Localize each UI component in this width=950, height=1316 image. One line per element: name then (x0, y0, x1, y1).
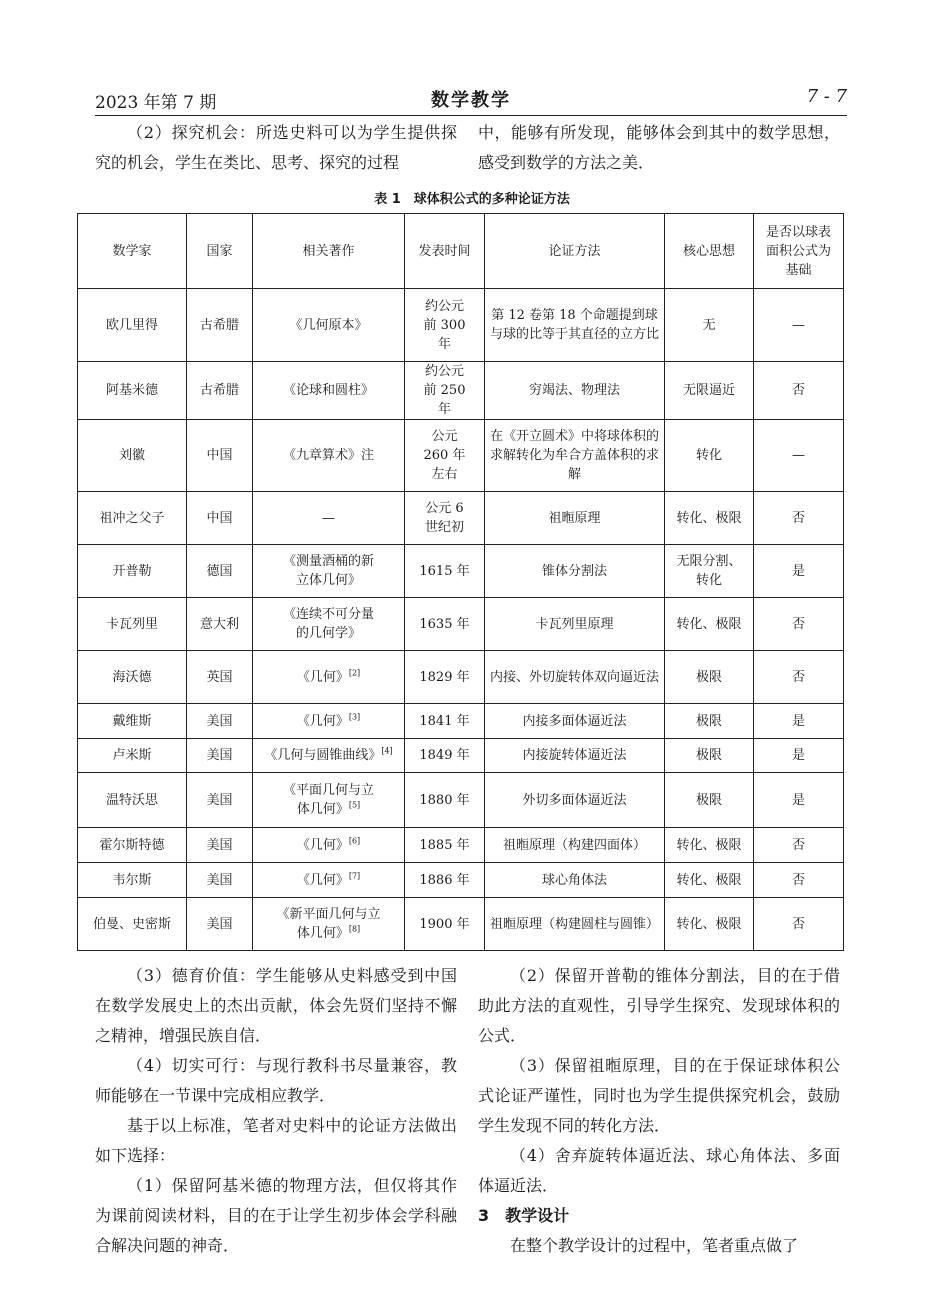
paragraph: 中，能够有所发现，能够体会到其中的数学思想，感受到数学的方法之美． (478, 123, 840, 172)
cell-name: 海沃德 (78, 651, 187, 704)
paragraph: 在整个教学设计的过程中，笔者重点做了 (510, 1236, 799, 1255)
top-right-column (478, 118, 840, 178)
table-row (78, 545, 844, 598)
cell-basis: 否 (754, 898, 844, 951)
cell-name: 刘徽 (78, 420, 187, 492)
column-header: 数学家 (78, 214, 187, 289)
cell-work: 《几何》[6] (253, 828, 405, 863)
cell-method: 内接、外切旋转体双向逼近法 (485, 651, 665, 704)
cell-method: 第 12 卷第 18 个命题提到球与球的比等于其直径的立方比 (485, 289, 665, 362)
table-row (78, 362, 844, 420)
cell-work: 《几何原本》 (253, 289, 405, 362)
cell-idea: 转化、极限 (665, 828, 754, 863)
table-row (78, 420, 844, 492)
cell-time: 1615 年 (405, 545, 485, 598)
paragraph: 基于以上标准，笔者对史料中的论证方法做出如下选择： (95, 1116, 457, 1165)
cell-idea: 转化、极限 (665, 598, 754, 651)
cell-method: 内接多面体逼近法 (485, 704, 665, 739)
cell-country: 中国 (187, 492, 253, 545)
section-heading: 3 教学设计 (478, 1206, 570, 1225)
cell-time: 约公元前 250 年 (405, 362, 485, 420)
cell-work: 《九章算术》注 (253, 420, 405, 492)
column-header: 是否以球表面积公式为基础 (754, 214, 844, 289)
table-row (78, 651, 844, 704)
cell-method: 卡瓦列里原理 (485, 598, 665, 651)
paragraph: （4）舍弃旋转体逼近法、球心角体法、多面体逼近法． (478, 1146, 840, 1195)
cell-name: 祖冲之父子 (78, 492, 187, 545)
paragraph: （2）探究机会：所选史料可以为学生提供探究的机会，学生在类比、思考、探究的过程 (95, 123, 457, 172)
cell-method: 在《开立圆术》中将球体积的求解转化为牟合方盖体积的求解 (485, 420, 665, 492)
journal-title: 数学教学 (431, 90, 511, 111)
cell-work: 《论球和圆柱》 (253, 362, 405, 420)
cell-country: 美国 (187, 828, 253, 863)
cell-work: 《几何与圆锥曲线》[4] (253, 739, 405, 773)
issue-label: 2023 年第 7 期 (95, 93, 217, 113)
cell-idea: 极限 (665, 651, 754, 704)
column-header: 核心思想 (665, 214, 754, 289)
table-row (78, 704, 844, 739)
cell-name: 开普勒 (78, 545, 187, 598)
cell-work: 《几何》[7] (253, 863, 405, 898)
cell-country: 美国 (187, 863, 253, 898)
cell-method: 内接旋转体逼近法 (485, 739, 665, 773)
table-row (78, 492, 844, 545)
column-header: 发表时间 (405, 214, 485, 289)
cell-basis: 否 (754, 863, 844, 898)
paragraph: （3）保留祖暅原理，目的在于保证球体积公式论证严谨性，同时也为学生提供探究机会，鼓励学生发现不同的转化方法． (478, 1056, 840, 1135)
cell-country: 美国 (187, 704, 253, 739)
cell-time: 公元 260 年左右 (405, 420, 485, 492)
table-row (78, 289, 844, 362)
cell-country: 英国 (187, 651, 253, 704)
cell-time: 公元 6 世纪初 (405, 492, 485, 545)
cell-idea: 转化、极限 (665, 898, 754, 951)
paragraph: （3）德育价值：学生能够从史料感受到中国在数学发展史上的杰出贡献，体会先贤们坚持不懈之精神，增强民族自信． (95, 966, 457, 1045)
cell-name: 卡瓦列里 (78, 598, 187, 651)
column-header: 相关著作 (253, 214, 405, 289)
cell-time: 1900 年 (405, 898, 485, 951)
cell-work: 《几何》[2] (253, 651, 405, 704)
cell-time: 1841 年 (405, 704, 485, 739)
page-number: 7 - 7 (806, 86, 847, 107)
cell-method: 祖暅原理 (485, 492, 665, 545)
cell-country: 美国 (187, 773, 253, 828)
cell-method: 锥体分割法 (485, 545, 665, 598)
table-row (78, 828, 844, 863)
bottom-right-column (478, 961, 840, 1261)
cell-method: 祖暅原理（构建四面体） (485, 828, 665, 863)
cell-basis: 是 (754, 739, 844, 773)
cell-time: 1829 年 (405, 651, 485, 704)
cell-basis: — (754, 289, 844, 362)
cell-basis: 是 (754, 545, 844, 598)
cell-time: 1635 年 (405, 598, 485, 651)
cell-country: 古希腊 (187, 362, 253, 420)
data-table (77, 213, 844, 951)
header-rule (95, 115, 847, 116)
table-header-row (78, 214, 844, 289)
cell-idea: 转化 (665, 420, 754, 492)
paragraph: （1）保留阿基米德的物理方法，但仅将其作为课前阅读材料，目的在于让学生初步体会学科融合解决问题的神奇． (95, 1176, 457, 1255)
cell-name: 阿基米德 (78, 362, 187, 420)
cell-country: 美国 (187, 898, 253, 951)
cell-basis: 否 (754, 492, 844, 545)
table-row (78, 739, 844, 773)
cell-time: 约公元前 300 年 (405, 289, 485, 362)
cell-work: 《平面几何与立体几何》[5] (253, 773, 405, 828)
table-row (78, 598, 844, 651)
cell-name: 戴维斯 (78, 704, 187, 739)
cell-idea: 极限 (665, 739, 754, 773)
top-left-column (95, 118, 457, 178)
cell-basis: 否 (754, 651, 844, 704)
bottom-left-column (95, 961, 457, 1261)
cell-work: 《新平面几何与立体几何》[8] (253, 898, 405, 951)
cell-country: 美国 (187, 739, 253, 773)
cell-idea: 极限 (665, 704, 754, 739)
column-header: 论证方法 (485, 214, 665, 289)
cell-idea: 无 (665, 289, 754, 362)
table-caption: 表 1 球体积公式的多种论证方法 (374, 192, 570, 207)
cell-idea: 极限 (665, 773, 754, 828)
cell-work: 《测量酒桶的新立体几何》 (253, 545, 405, 598)
cell-time: 1885 年 (405, 828, 485, 863)
table-row (78, 773, 844, 828)
cell-name: 霍尔斯特德 (78, 828, 187, 863)
cell-name: 卢米斯 (78, 739, 187, 773)
table-row (78, 898, 844, 951)
cell-name: 韦尔斯 (78, 863, 187, 898)
paragraph: （2）保留开普勒的锥体分割法，目的在于借助此方法的直观性，引导学生探究、发现球体积的公式． (478, 966, 840, 1045)
cell-idea: 无限逼近 (665, 362, 754, 420)
cell-time: 1880 年 (405, 773, 485, 828)
cell-basis: 否 (754, 362, 844, 420)
cell-basis: 是 (754, 773, 844, 828)
cell-idea: 转化、极限 (665, 492, 754, 545)
cell-name: 欧几里得 (78, 289, 187, 362)
cell-country: 中国 (187, 420, 253, 492)
cell-idea: 转化、极限 (665, 863, 754, 898)
running-header (95, 86, 847, 114)
cell-name: 伯曼、史密斯 (78, 898, 187, 951)
cell-basis: 否 (754, 598, 844, 651)
cell-method: 祖暅原理（构建圆柱与圆锥） (485, 898, 665, 951)
cell-work: — (253, 492, 405, 545)
cell-method: 穷竭法、物理法 (485, 362, 665, 420)
cell-time: 1886 年 (405, 863, 485, 898)
cell-country: 德国 (187, 545, 253, 598)
cell-country: 意大利 (187, 598, 253, 651)
cell-basis: — (754, 420, 844, 492)
cell-work: 《几何》[3] (253, 704, 405, 739)
cell-basis: 是 (754, 704, 844, 739)
cell-idea: 无限分割、转化 (665, 545, 754, 598)
column-header: 国家 (187, 214, 253, 289)
cell-basis: 否 (754, 828, 844, 863)
cell-method: 外切多面体逼近法 (485, 773, 665, 828)
cell-name: 温特沃思 (78, 773, 187, 828)
cell-method: 球心角体法 (485, 863, 665, 898)
table-row (78, 863, 844, 898)
cell-work: 《连续不可分量的几何学》 (253, 598, 405, 651)
cell-time: 1849 年 (405, 739, 485, 773)
cell-country: 古希腊 (187, 289, 253, 362)
paragraph: （4）切实可行：与现行教科书尽量兼容，教师能够在一节课中完成相应教学． (95, 1056, 457, 1105)
